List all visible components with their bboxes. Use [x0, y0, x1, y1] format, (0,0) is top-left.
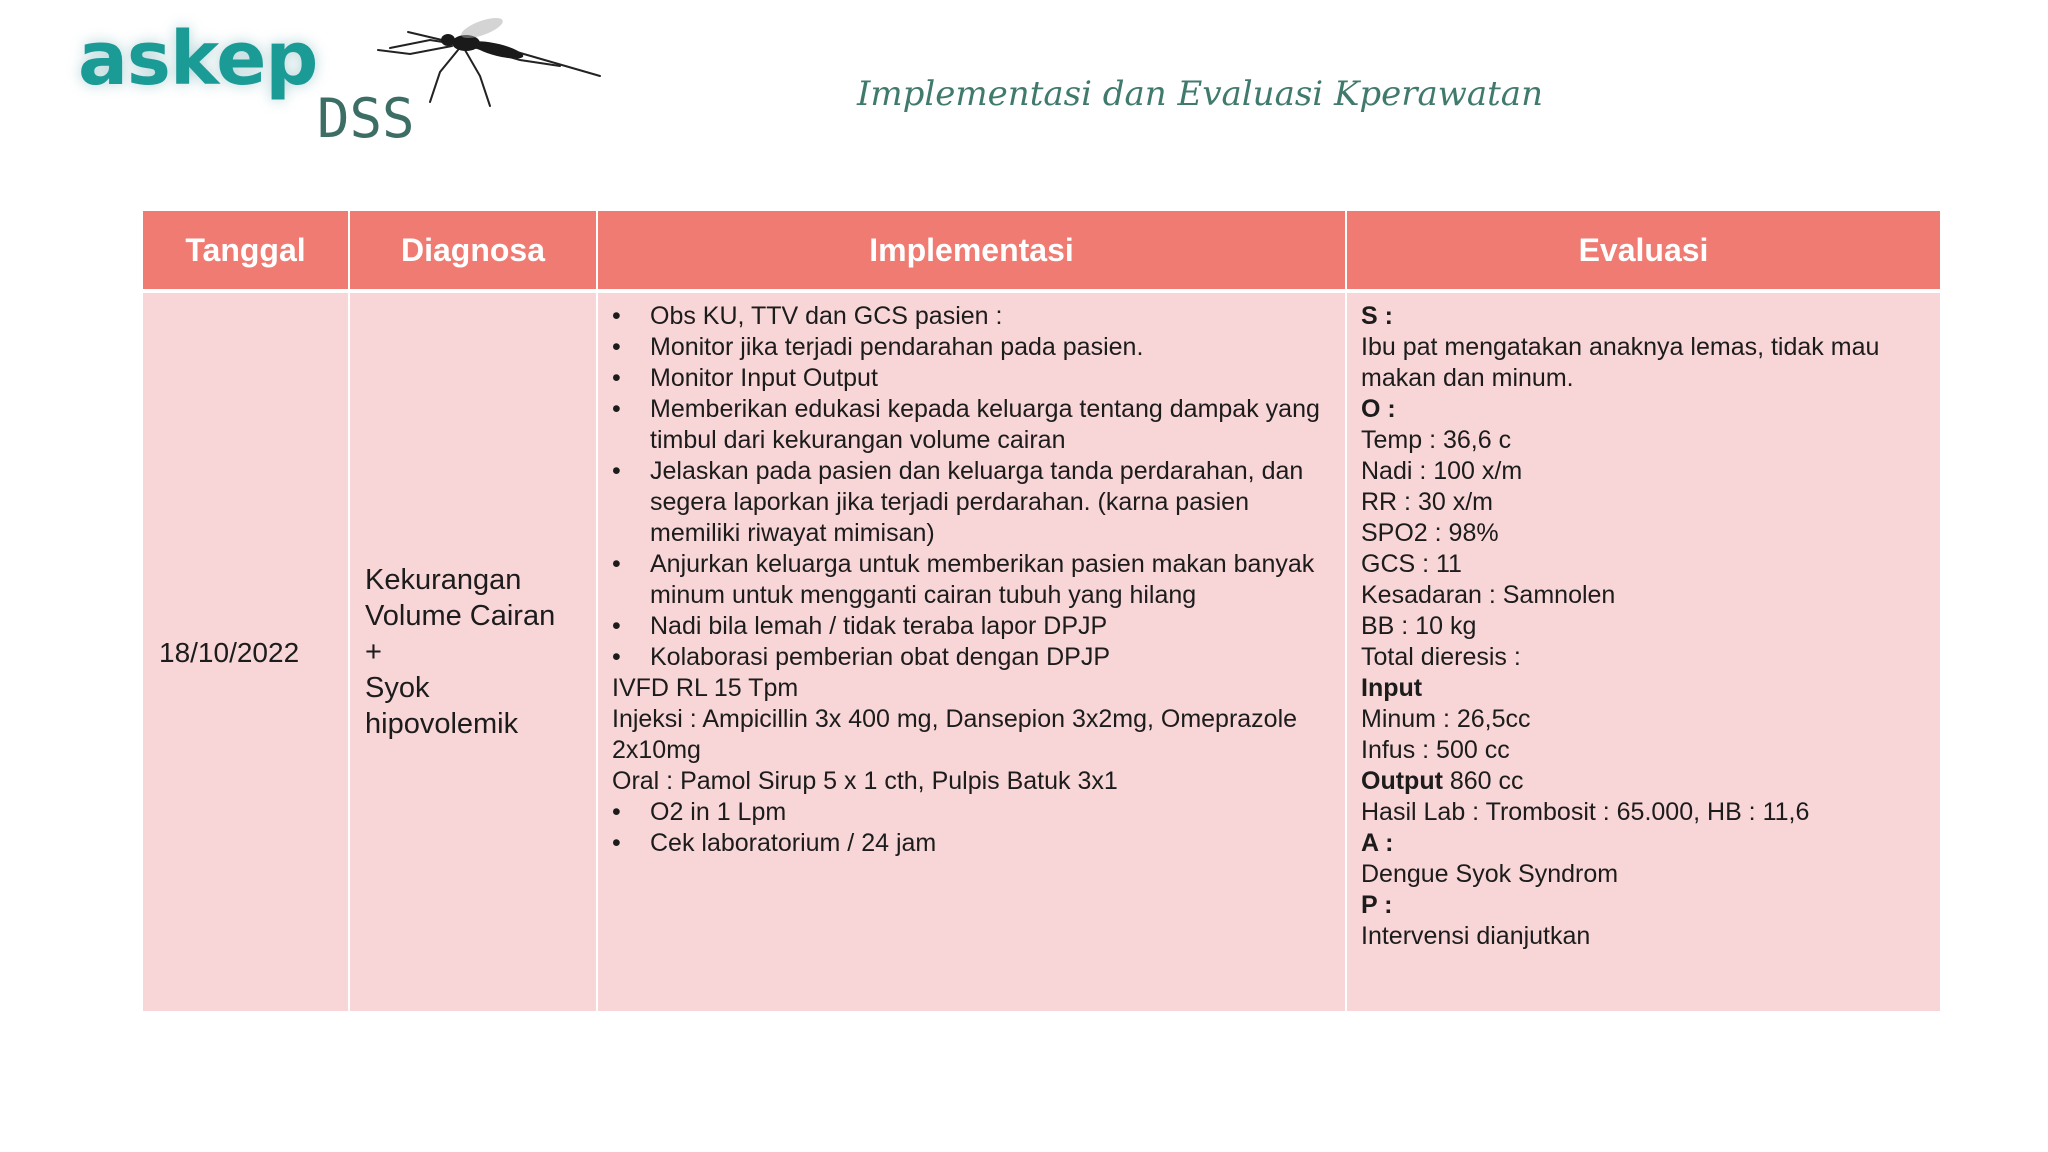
objective-line: Nadi : 100 x/m — [1361, 457, 1523, 485]
assessment-text: Dengue Syok Syndrom — [1361, 860, 1619, 888]
header-diagnosa: Diagnosa — [349, 211, 597, 291]
list-item: • Memberikan edukasi kepada keluarga tentang dampak yang timbul dari kekurangan volume cairan — [612, 395, 1320, 454]
objective-line: SPO2 : 98% — [1361, 519, 1499, 547]
objective-line: BB : 10 kg — [1361, 612, 1477, 640]
header-implementasi: Implementasi — [597, 211, 1346, 291]
list-item: • Monitor Input Output — [612, 364, 878, 392]
mosquito-icon — [370, 10, 630, 110]
subjective-label: S : — [1361, 302, 1393, 330]
bullet-icon: • — [612, 457, 621, 485]
tanggal-value: 18/10/2022 — [159, 636, 300, 668]
list-item: • Kolaborasi pemberian obat dengan DPJP — [612, 643, 1111, 671]
input-label: Input — [1361, 674, 1423, 702]
output-value: 860 cc — [1442, 767, 1524, 795]
diagnosa-line: Kekurangan — [365, 564, 522, 596]
objective-line: Temp : 36,6 c — [1361, 426, 1512, 454]
cell-evaluasi — [1346, 291, 1940, 1011]
bullet-icon: • — [612, 302, 621, 330]
bullet-icon: • — [612, 550, 621, 578]
input-line: Minum : 26,5cc — [1361, 705, 1531, 733]
diagnosa-line: Syok — [365, 672, 430, 704]
lab-result: Hasil Lab : Trombosit : 65.000, HB : 11,6 — [1361, 798, 1810, 826]
bullet-icon: • — [612, 829, 621, 857]
list-item: • Monitor jika terjadi pendarahan pada pasien. — [612, 333, 1144, 361]
output-line — [1361, 766, 1922, 797]
table-row — [143, 291, 1940, 1011]
bullet-icon: • — [612, 395, 621, 423]
objective-line: GCS : 11 — [1361, 550, 1462, 578]
header-tanggal: Tanggal — [143, 211, 349, 291]
bullet-icon: • — [612, 333, 621, 361]
nursing-table — [143, 211, 1940, 1011]
logo-brand-text: askep — [78, 16, 318, 102]
list-item: • O2 in 1 Lpm — [612, 798, 787, 826]
objective-line: Kesadaran : Samnolen — [1361, 581, 1616, 609]
implementasi-text: IVFD RL 15 Tpm — [612, 674, 799, 702]
assessment-label: A : — [1361, 829, 1394, 857]
list-item: • Anjurkan keluarga untuk memberikan pasien makan banyak minum untuk mengganti cairan tubuh yang hilang — [612, 550, 1315, 609]
output-label: Output — [1361, 767, 1443, 795]
input-line: Infus : 500 cc — [1361, 736, 1510, 764]
list-item: • Nadi bila lemah / tidak teraba lapor DPJP — [612, 612, 1108, 640]
list-item: • Jelaskan pada pasien dan keluarga tanda perdarahan, dan segera laporkan jika terjadi perdarahan. (karna pasien memiliki riwayat mimisan) — [612, 457, 1304, 547]
askep-dss-logo — [70, 10, 580, 150]
diagnosa-line: Volume Cairan — [365, 600, 556, 632]
logo-sub-text: DSS — [317, 87, 415, 150]
bullet-icon: • — [612, 798, 621, 826]
cell-implementasi — [597, 291, 1346, 1011]
plan-text: Intervensi dianjutkan — [1361, 922, 1591, 950]
plan-label: P : — [1361, 891, 1393, 919]
subjective-text: Ibu pat mengatakan anaknya lemas, tidak mau makan dan minum. — [1361, 333, 1880, 392]
cell-diagnosa — [349, 291, 597, 1011]
bullet-icon: • — [612, 643, 621, 671]
list-item: • Obs KU, TTV dan GCS pasien : — [612, 302, 1003, 330]
bullet-icon: • — [612, 364, 621, 392]
implementasi-text: Oral : Pamol Sirup 5 x 1 cth, Pulpis Batuk 3x1 — [612, 767, 1118, 795]
cell-tanggal — [143, 291, 349, 1011]
bullet-icon: • — [612, 612, 621, 640]
list-item: • Cek laboratorium / 24 jam — [612, 829, 937, 857]
header-evaluasi: Evaluasi — [1346, 211, 1940, 291]
table-header-row — [143, 211, 1940, 291]
diagnosa-line: + — [365, 636, 382, 668]
objective-line: RR : 30 x/m — [1361, 488, 1493, 516]
implementasi-text: Injeksi : Ampicillin 3x 400 mg, Dansepion 3x2mg, Omeprazole 2x10mg — [612, 705, 1298, 764]
slide-title: Implementasi dan Evaluasi Kperawatan — [857, 74, 1543, 114]
objective-label: O : — [1361, 395, 1396, 423]
diagnosa-line: hipovolemik — [365, 708, 519, 740]
objective-line: Total dieresis : — [1361, 643, 1521, 671]
